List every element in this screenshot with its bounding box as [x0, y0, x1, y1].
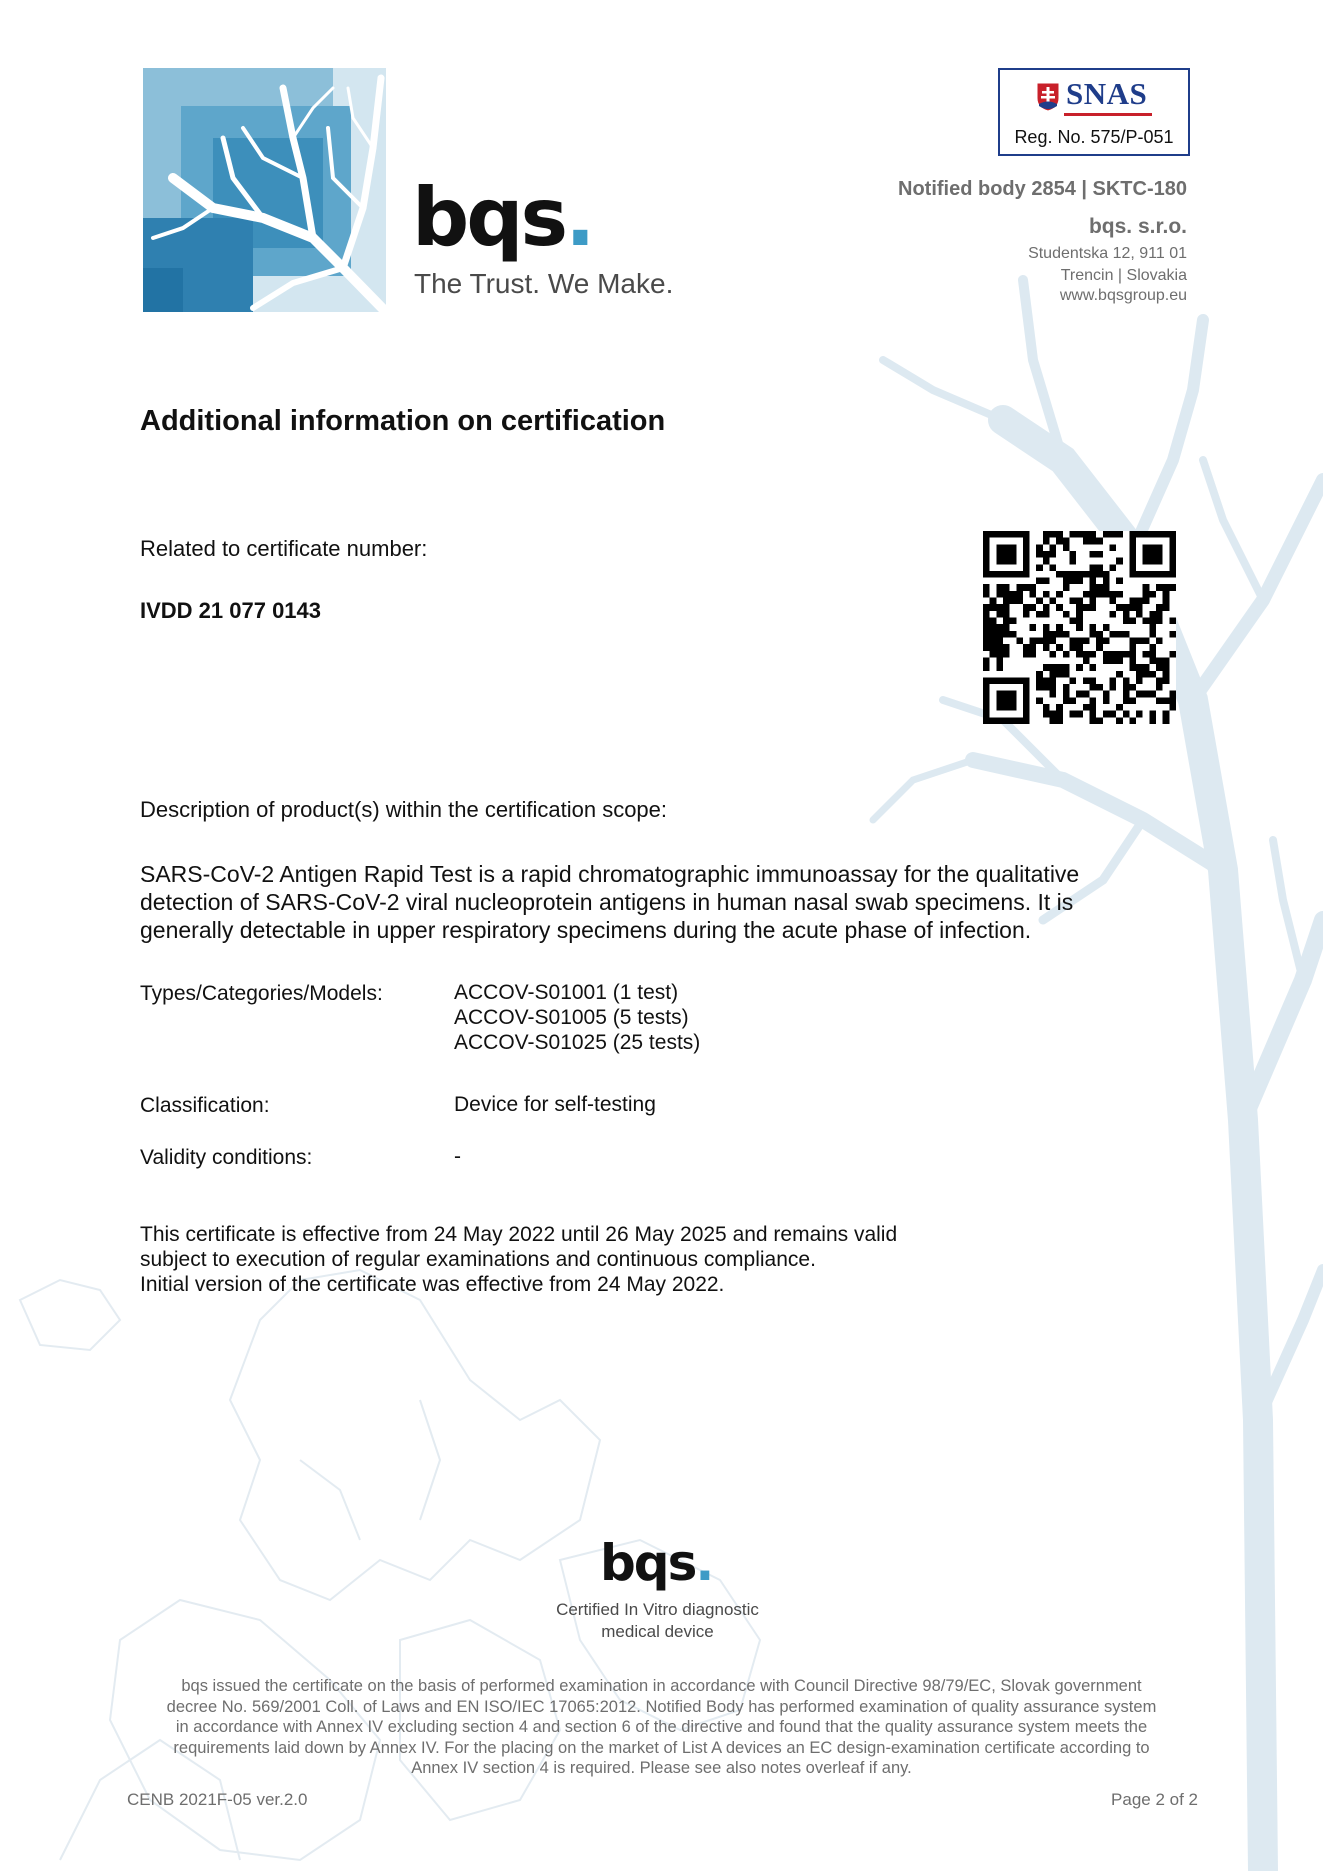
product-description: [140, 860, 1180, 944]
effective-line: subject to execution of regular examinations and continuous compliance.: [140, 1248, 816, 1271]
page-number: Page 2 of 2: [1111, 1790, 1198, 1809]
legal-line: in accordance with Annex IV excluding section 4 and section 6 of the directive and found that the quality assurance system meets the: [175, 1718, 1148, 1736]
footer-brand-subtitle: Certified In Vitro diagnostic medical device: [556, 1600, 759, 1641]
tree-logo-icon: [143, 68, 386, 312]
notified-body: Notified body 2854 | SKTC-180: [898, 178, 1187, 200]
footer-brand-logo: bqs.: [600, 1534, 713, 1592]
description-line: SARS-CoV-2 Antigen Rapid Test is a rapid chromatographic immunoassay for the qualitative: [140, 861, 1080, 887]
effective-line: Initial version of the certificate was effective from 24 May 2022.: [140, 1273, 725, 1296]
related-label: Related to certificate number:: [140, 536, 428, 561]
snas-underline: [1064, 113, 1152, 116]
brand-slogan: The Trust. We Make.: [414, 268, 674, 299]
legal-line: Annex IV section 4 is required. Please see also notes overleaf if any.: [411, 1759, 912, 1777]
description-line: detection of SARS-CoV-2 viral nucleoprotein antigens in human nasal swab specimens. It is: [140, 889, 1074, 915]
validity-label: Validity conditions:: [140, 1146, 313, 1169]
model-item: ACCOV-S01005 (5 tests): [454, 1006, 689, 1029]
models-list: [454, 980, 700, 1055]
model-item: ACCOV-S01025 (25 tests): [454, 1031, 701, 1054]
legal-line: decree No. 569/2001 Coll. of Laws and EN ISO/IEC 17065:2012. Notified Body has performed examination of quality assurance system: [166, 1697, 1157, 1716]
snas-accreditation-box: [998, 68, 1190, 156]
classification-label: Classification:: [140, 1094, 270, 1117]
legal-statement: [120, 1676, 1203, 1779]
legal-line: bqs issued the certificate on the basis of performed examination in accordance with Council Directive 98/79/EC, Slovak government: [181, 1677, 1142, 1695]
snas-name: SNAS: [1066, 76, 1148, 111]
classification-value: Device for self-testing: [454, 1093, 656, 1116]
effective-line: This certificate is effective from 24 May 2022 until 26 May 2025 and remains valid: [140, 1223, 898, 1246]
company-name: bqs. s.r.o.: [1088, 215, 1187, 238]
form-code: CENB 2021F-05 ver.2.0: [127, 1790, 308, 1809]
effective-statement: [140, 1222, 1040, 1297]
validity-value: -: [454, 1145, 461, 1168]
snas-reg-number: Reg. No. 575/P-051: [1014, 127, 1174, 147]
description-label: Description of product(s) within the certification scope:: [140, 797, 668, 822]
snas-shield-icon: [1036, 82, 1060, 112]
website: www.bqsgroup.eu: [1059, 287, 1187, 304]
qr-code-icon: [983, 531, 1176, 724]
certificate-number: IVDD 21 077 0143: [140, 598, 322, 623]
model-item: ACCOV-S01001 (1 test): [454, 981, 679, 1004]
models-label: Types/Categories/Models:: [140, 982, 383, 1005]
address-line-2: Trencin | Slovakia: [1060, 267, 1187, 284]
address-line-1: Studentska 12, 911 01: [1028, 245, 1187, 262]
brand-logo-text: bqs.: [412, 171, 593, 264]
page-title: Additional information on certification: [140, 405, 666, 437]
description-line: generally detectable in upper respiratory specimens during the acute phase of infection.: [140, 917, 1032, 943]
legal-line: requirements laid down by Annex IV. For the placing on the market of List A devices an EC design-examination certificate according to: [173, 1738, 1150, 1757]
